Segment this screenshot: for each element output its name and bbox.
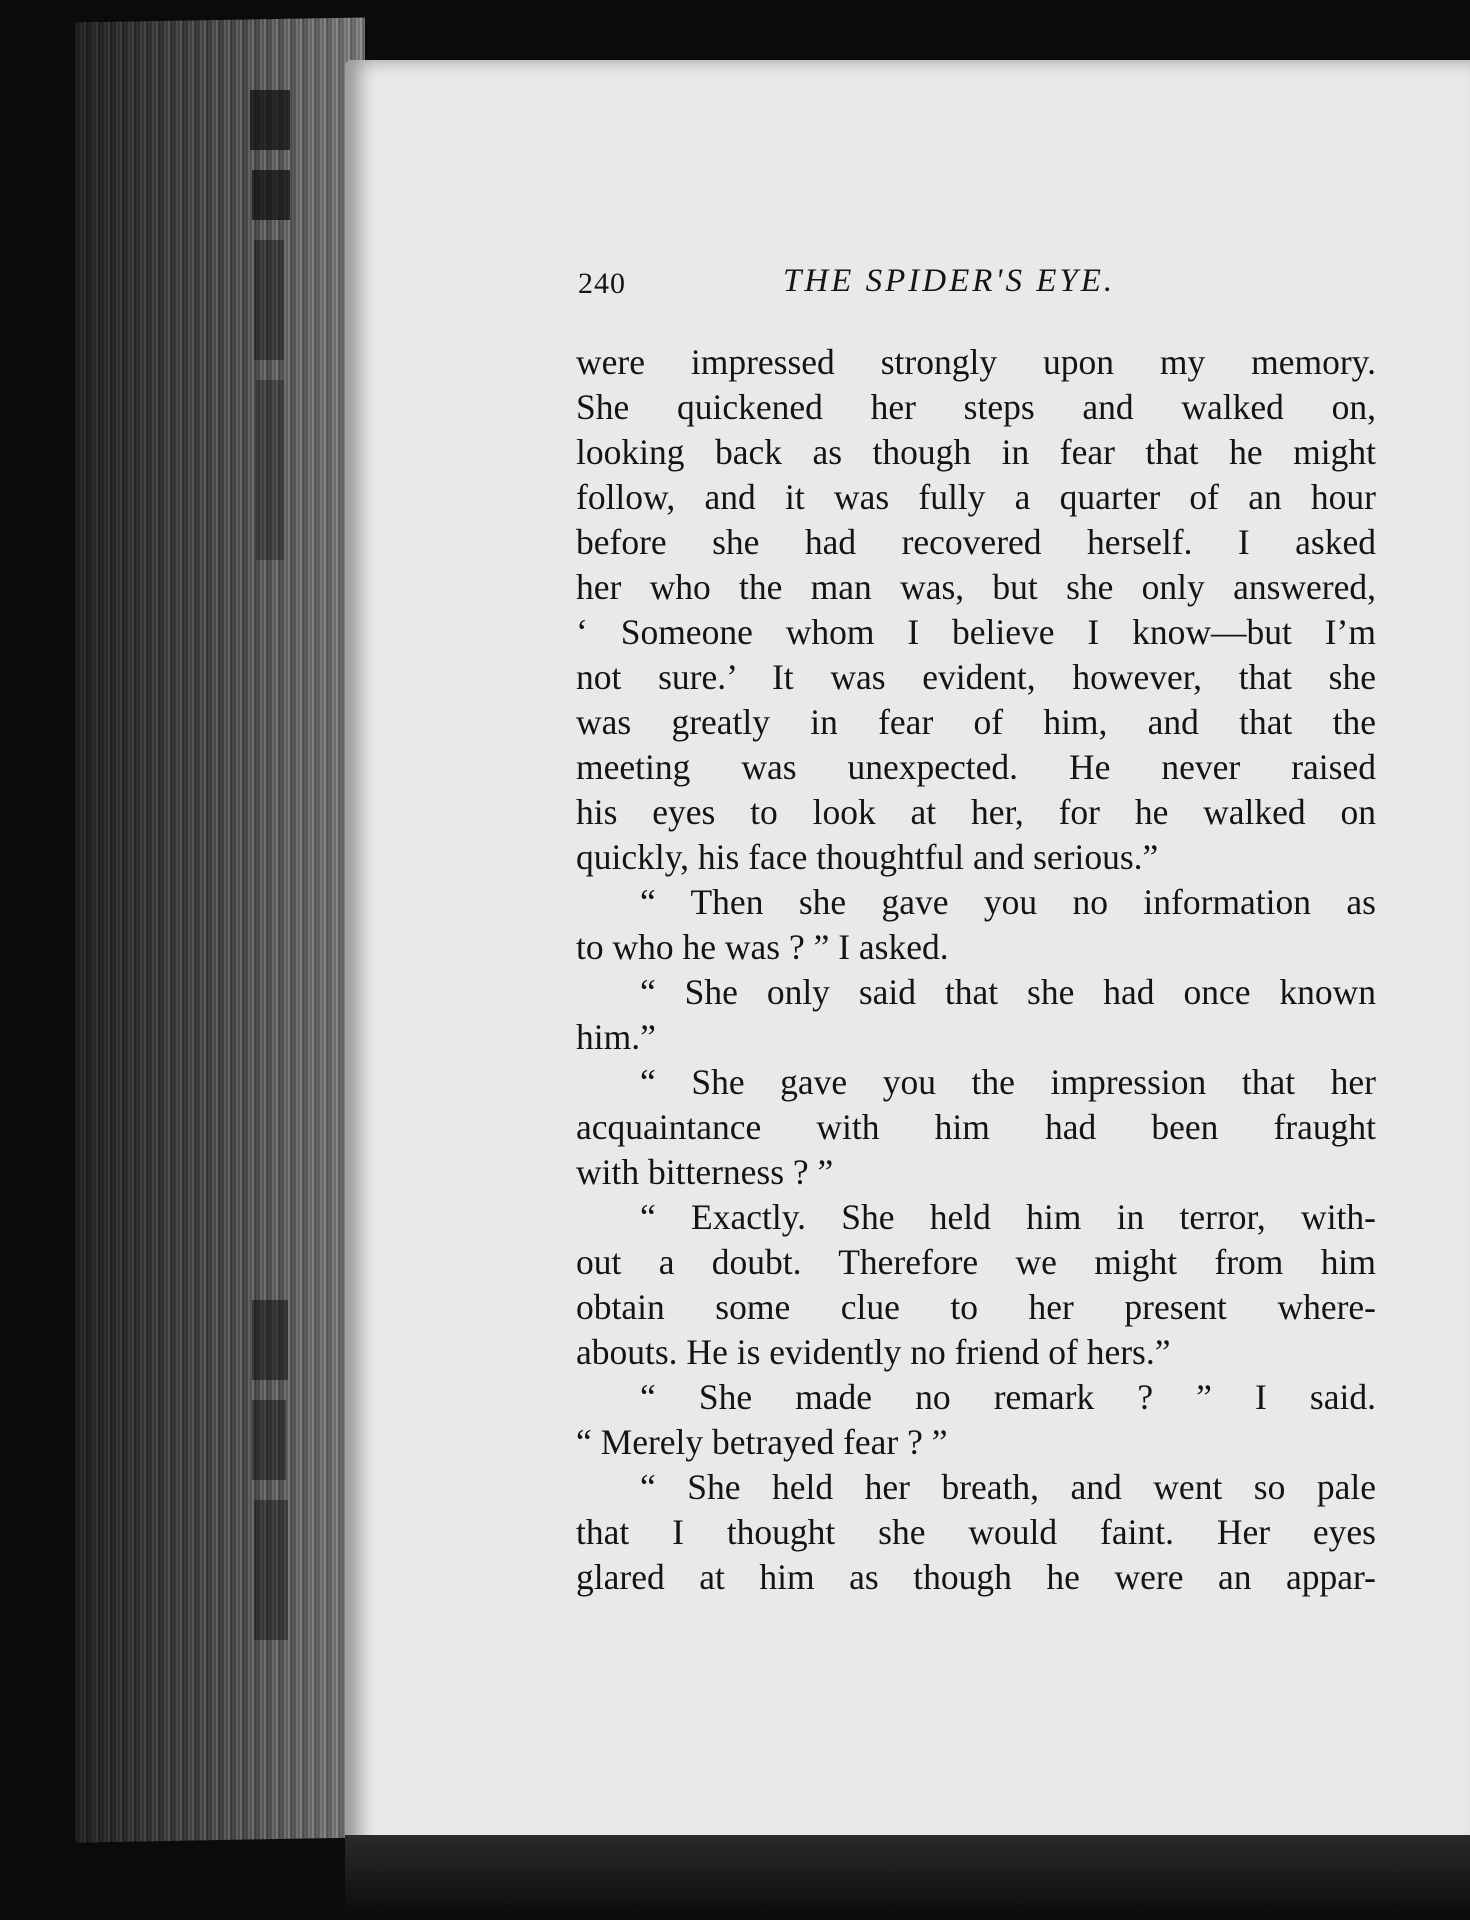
- text-line: looking back as though in fear that he might: [576, 432, 1376, 472]
- text-line: ‘ Someone whom I believe I know—but I’m: [576, 612, 1376, 652]
- text-line: his eyes to look at her, for he walked on: [576, 792, 1376, 832]
- page-bottom-shadow: [345, 1835, 1470, 1920]
- text-line: her who the man was, but she only answered,: [576, 567, 1376, 607]
- text-line: “ She made no remark ? ” I said.: [640, 1377, 1376, 1417]
- page-number: 240: [578, 267, 626, 300]
- text-line: that I thought she would faint. Her eyes: [576, 1512, 1376, 1552]
- text-line: out a doubt. Therefore we might from him: [576, 1242, 1376, 1282]
- book-page-edges: [75, 17, 365, 1842]
- text-line: was greatly in fear of him, and that the: [576, 702, 1376, 742]
- stamp-mark: [252, 1400, 286, 1480]
- text-line: acquaintance with him had been fraught: [576, 1107, 1376, 1147]
- text-line: abouts. He is evidently no friend of hers.”: [576, 1332, 1171, 1372]
- text-line: meeting was unexpected. He never raised: [576, 747, 1376, 787]
- text-line: “ She only said that she had once known: [640, 972, 1376, 1012]
- text-line: to who he was ? ” I asked.: [576, 927, 949, 967]
- text-line: follow, and it was fully a quarter of an hour: [576, 477, 1376, 517]
- text-line: “ Then she gave you no information as: [640, 882, 1376, 922]
- text-line: She quickened her steps and walked on,: [576, 387, 1376, 427]
- text-line: “ She held her breath, and went so pale: [640, 1467, 1376, 1507]
- text-line: not sure.’ It was evident, however, that she: [576, 657, 1376, 697]
- stamp-mark: [254, 240, 284, 360]
- stamp-mark: [250, 90, 290, 150]
- text-line: “ She gave you the impression that her: [640, 1062, 1376, 1102]
- running-title: THE SPIDER'S EYE.: [783, 263, 1116, 299]
- text-line: glared at him as though he were an appar-: [576, 1557, 1376, 1597]
- stamp-mark: [252, 170, 290, 220]
- text-line: “ Exactly. She held him in terror, with-: [640, 1197, 1376, 1237]
- text-line: “ Merely betrayed fear ? ”: [576, 1422, 948, 1462]
- text-line: were impressed strongly upon my memory.: [576, 342, 1376, 382]
- text-line: with bitterness ? ”: [576, 1152, 834, 1192]
- stamp-mark: [256, 380, 284, 560]
- stamp-mark: [252, 1300, 288, 1380]
- text-line: quickly, his face thoughtful and serious.”: [576, 837, 1159, 877]
- edge-shadow: [75, 17, 365, 1842]
- library-stamp-marks: [240, 80, 310, 1780]
- running-head: [578, 263, 1368, 313]
- text-line: obtain some clue to her present where-: [576, 1287, 1376, 1327]
- text-line: before she had recovered herself. I asked: [576, 522, 1376, 562]
- text-line: him.”: [576, 1017, 656, 1057]
- body-text: [576, 340, 1376, 1600]
- stamp-mark: [254, 1500, 288, 1640]
